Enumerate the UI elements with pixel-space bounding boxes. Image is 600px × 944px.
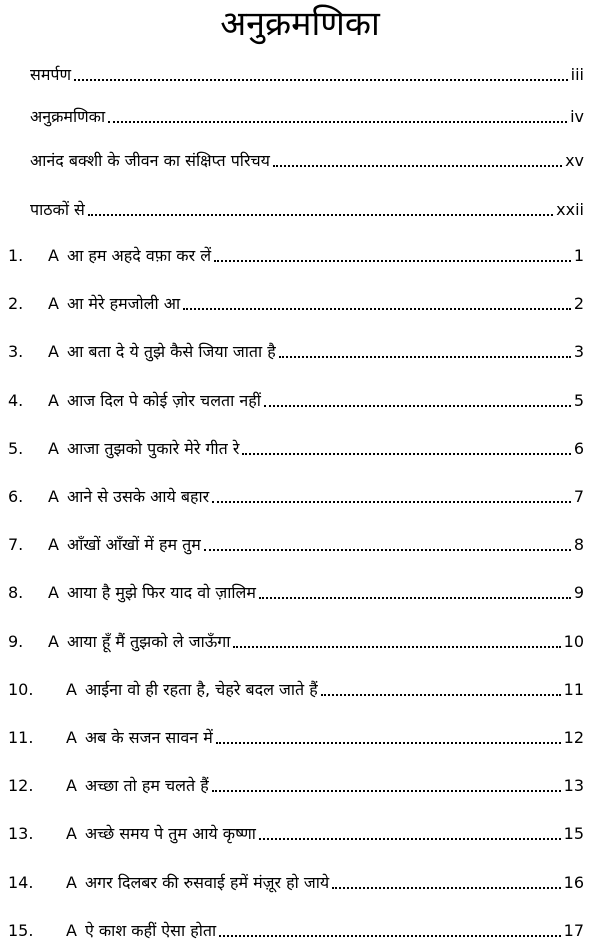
entry-title: आज दिल पे कोई ज़ोर चलता नहीं (66, 391, 261, 410)
entry-title: आने से उसके आये बहार (66, 487, 210, 506)
dot-leader (332, 887, 560, 889)
page-number: 2 (573, 294, 584, 313)
dot-leader (212, 790, 561, 792)
page-number: 17 (563, 921, 584, 940)
entry-number: 13. (8, 824, 34, 843)
page-number: iii (570, 65, 584, 84)
toc-entry (8, 718, 584, 748)
dot-leader (183, 308, 571, 310)
entry-number: 9. (8, 632, 24, 651)
dot-leader (216, 742, 561, 744)
entry-letter: A (48, 487, 59, 506)
entry-letter: A (48, 583, 59, 602)
entry-number: 14. (8, 873, 34, 892)
entry-number: 12. (8, 776, 34, 795)
toc-entry (8, 284, 584, 314)
toc-entry (30, 55, 584, 85)
dot-leader (259, 838, 561, 840)
entry-title: आ बता दे ये तुझे कैसे जिया जाता है (66, 342, 276, 361)
dot-leader (264, 405, 571, 407)
entry-title: आईना वो ही रहता है, चेहरे बदल जाते हैं (84, 680, 318, 699)
page-number: 13 (563, 776, 584, 795)
toc-entry (8, 622, 584, 652)
toc-entry (8, 236, 584, 266)
entry-title: आँखों आँखों में हम तुम (66, 535, 201, 554)
entry-title: आया है मुझे फिर याद वो ज़ालिम (66, 583, 256, 602)
page-number: 10 (563, 632, 584, 651)
dot-leader (214, 260, 571, 262)
toc-entry (8, 332, 584, 362)
entry-number: 8. (8, 583, 24, 602)
entry-title: आनंद बक्शी के जीवन का संक्षिप्त परिचय (30, 151, 270, 170)
dot-leader (88, 214, 553, 216)
entry-letter: A (48, 246, 59, 265)
dot-leader (212, 501, 571, 503)
entry-title: अनुक्रमणिका (30, 107, 106, 126)
entry-letter: A (66, 680, 77, 699)
dot-leader (233, 646, 560, 648)
entry-letter: A (48, 294, 59, 313)
toc-entry (30, 141, 584, 171)
entry-title: समर्पण (30, 65, 72, 84)
dot-leader (321, 694, 561, 696)
page-number: 15 (563, 824, 584, 843)
page-number: 16 (563, 873, 584, 892)
entry-letter: A (48, 632, 59, 651)
dot-leader (273, 165, 562, 167)
entry-letter: A (66, 824, 77, 843)
entry-title: आ मेरे हमजोली आ (66, 294, 181, 313)
page-number: 5 (573, 391, 584, 410)
entry-title: अच्छे समय पे तुम आये कृष्णा (84, 824, 256, 843)
entry-title: पाठकों से (30, 200, 85, 219)
page-number: xxii (556, 200, 584, 219)
dot-leader (219, 935, 561, 937)
entry-letter: A (66, 728, 77, 747)
dot-leader (74, 79, 568, 81)
toc-entry (8, 814, 584, 844)
entry-number: 6. (8, 487, 24, 506)
dot-leader (279, 356, 571, 358)
entry-letter: A (48, 535, 59, 554)
page-number: xv (565, 151, 584, 170)
entry-number: 15. (8, 921, 34, 940)
entry-number: 10. (8, 680, 34, 699)
entry-number: 2. (8, 294, 24, 313)
dot-leader (204, 549, 571, 551)
dot-leader (108, 121, 567, 123)
page-title: अनुक्रमणिका (220, 4, 380, 44)
toc-entry (8, 477, 584, 507)
entry-letter: A (48, 391, 59, 410)
dot-leader (259, 597, 571, 599)
entry-letter: A (48, 439, 59, 458)
toc-entry (8, 863, 584, 893)
toc-entry (8, 670, 584, 700)
toc-entry (8, 911, 584, 941)
toc-entry (8, 573, 584, 603)
page-number: 12 (563, 728, 584, 747)
page-number: 9 (573, 583, 584, 602)
toc-entry (30, 190, 584, 220)
toc-entry (8, 429, 584, 459)
entry-title: अब के सजन सावन में (84, 728, 213, 747)
entry-title: अच्छा तो हम चलते हैं (84, 776, 209, 795)
page-number: iv (570, 107, 584, 126)
entry-letter: A (66, 921, 77, 940)
page-number: 1 (573, 246, 584, 265)
entry-number: 5. (8, 439, 24, 458)
page-number: 3 (573, 342, 584, 361)
toc-entry (8, 766, 584, 796)
entry-number: 3. (8, 342, 24, 361)
entry-letter: A (48, 342, 59, 361)
dot-leader (242, 453, 570, 455)
entry-number: 4. (8, 391, 24, 410)
entry-letter: A (66, 873, 77, 892)
page-number: 8 (573, 535, 584, 554)
entry-title: ऐ काश कहीं ऐसा होता (84, 921, 217, 940)
toc-entry (8, 381, 584, 411)
page-number: 11 (563, 680, 584, 699)
toc-entry (8, 525, 584, 555)
toc-entry (30, 97, 584, 127)
entry-title: अगर दिलबर की रुसवाई हमें मंज़ूर हो जाये (84, 873, 330, 892)
entry-number: 11. (8, 728, 34, 747)
entry-number: 1. (8, 246, 24, 265)
entry-title: आ हम अहदे वफ़ा कर लें (66, 246, 212, 265)
page-number: 6 (573, 439, 584, 458)
entry-number: 7. (8, 535, 24, 554)
page-number: 7 (573, 487, 584, 506)
entry-title: आजा तुझको पुकारे मेरे गीत रे (66, 439, 240, 458)
entry-letter: A (66, 776, 77, 795)
entry-title: आया हूँ मैं तुझको ले जाऊँगा (66, 632, 231, 651)
